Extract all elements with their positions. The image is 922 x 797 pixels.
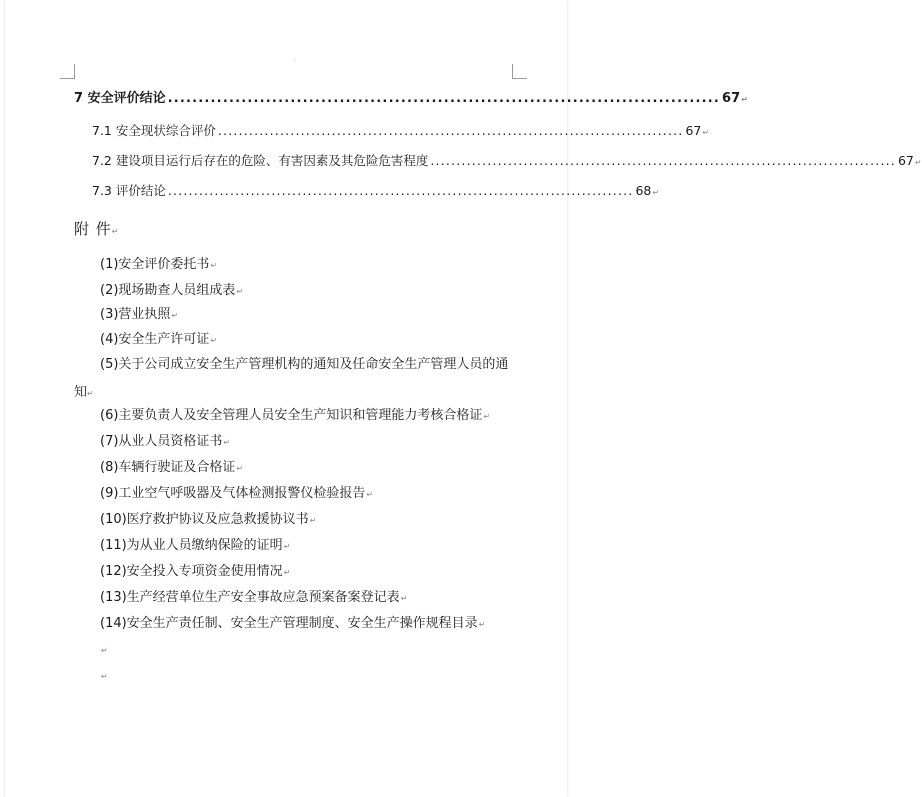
paragraph-mark: ↵ [483,412,491,421]
appendix-item [100,485,373,504]
paragraph-mark: ↵ [210,261,218,270]
appendix-item-text: (12)安全投入专项资金使用情况 [100,564,283,579]
toc-entry-7[interactable] [74,91,748,108]
appendix-item [100,282,243,301]
appendix-item-text: (4)安全生产许可证 [100,332,210,347]
appendix-item-text: (2)现场勘查人员组成表 [100,283,236,298]
toc-entry-7-2[interactable] [92,153,922,171]
paragraph-mark: ↵ [87,389,94,398]
toc-leader-dots: .......................................................................................... [217,123,684,138]
toc-leader-dots: .......................................................................................... [167,91,721,106]
paragraph-mark: ↵ [223,438,231,447]
appendix-item [100,615,485,634]
paragraph-mark: ↵ [741,95,748,104]
paragraph-mark: ↵ [702,128,710,137]
appendix-item-text: (13)生产经营单位生产安全事故应急预案备案登记表 [100,590,400,605]
appendix-heading [74,219,119,242]
paragraph-mark: ↵ [400,594,408,603]
paragraph-mark: ↵ [283,542,291,551]
appendix-item [100,511,316,530]
appendix-item-text: (1)安全评价委托书 [100,257,210,272]
toc-leader-dots: .......................................................................................... [167,183,634,198]
appendix-item-text: (7)从业人员资格证书 [100,434,223,449]
appendix-item [100,306,178,325]
toc-page-number: 67 [722,91,741,106]
toc-entry-title: 7.1 安全现状综合评价 [92,123,216,138]
toc-page-number: 68 [635,183,652,198]
appendix-item [100,256,217,275]
paragraph-mark: ↵ [366,490,374,499]
toc-page-number: 67 [897,153,914,168]
toc-entry-title: 7.2 建设项目运行后存在的危险、有害因素及其危险危害程度 [92,153,429,168]
empty-paragraph-mark: ↵ [101,672,108,681]
paragraph-mark: ↵ [111,227,120,236]
appendix-item [100,563,290,582]
paragraph-mark: ↵ [914,158,922,167]
appendix-item [100,589,407,608]
appendix-item [100,407,490,426]
paragraph-mark: ↵ [652,188,660,197]
toc-entry-title: 7 安全评价结论 [74,91,166,106]
appendix-item-text: (5)关于公司成立安全生产管理机构的通知及任命安全生产管理人员的通知 [74,357,509,400]
toc-leader-dots: .......................................................................................... [430,153,896,168]
appendix-item-text: (10)医疗救护协议及应急救援协议书 [100,512,309,527]
appendix-item [100,331,217,350]
margin-corner-mark [60,64,75,79]
appendix-item-text: (3)营业执照 [100,307,171,322]
appendix-item-text: (9)工业空气呼吸器及气体检测报警仪检验报告 [100,486,366,501]
appendix-item [100,537,290,556]
appendix-item-text: (14)安全生产责任制、安全生产管理制度、安全生产操作规程目录 [100,616,478,631]
paragraph-mark: ↵ [210,336,218,345]
toc-page-number: 67 [685,123,702,138]
empty-paragraph-mark: ↵ [101,646,108,655]
margin-corner-mark [512,64,527,79]
paragraph-mark: ↵ [478,620,486,629]
toc-entry-7-1[interactable] [92,123,710,141]
appendix-heading-text: 附 件 [74,220,112,238]
paragraph-mark: ↵ [171,311,179,320]
appendix-item [100,433,230,452]
toc-entry-title: 7.3 评价结论 [92,183,166,198]
appendix-item [74,351,516,408]
toc-entry-7-3[interactable] [92,183,660,201]
paragraph-mark: ↵ [236,464,244,473]
paragraph-mark: ↵ [236,287,244,296]
paragraph-mark: ↵ [283,568,291,577]
appendix-item-text: (8)车辆行驶证及合格证 [100,460,236,475]
format-mark: · [294,58,296,65]
paragraph-mark: ↵ [309,516,317,525]
appendix-item-text: (11)为从业人员缴纳保险的证明 [100,538,283,553]
appendix-item [100,459,243,478]
appendix-item-text: (6)主要负责人及安全管理人员安全生产知识和管理能力考核合格证 [100,408,483,423]
